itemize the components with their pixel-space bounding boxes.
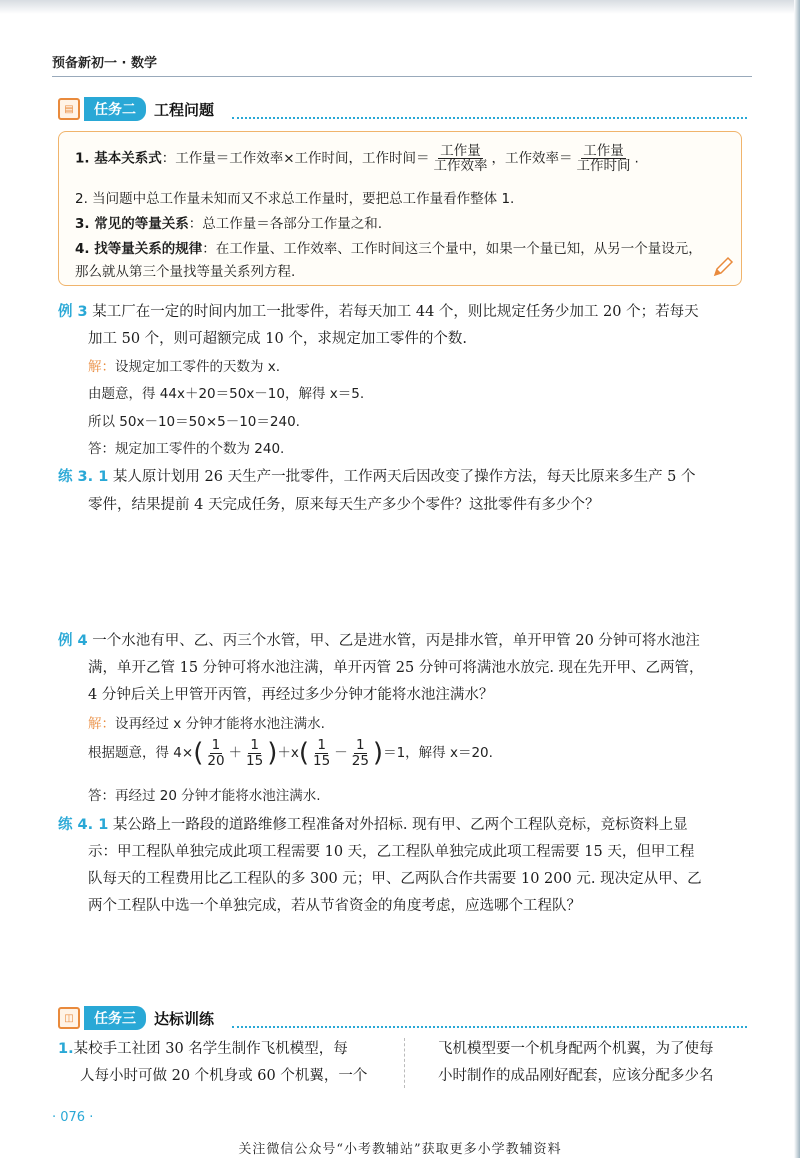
task2-title: 工程问题 xyxy=(154,100,215,119)
example-3-label: 例 3 xyxy=(58,304,88,320)
frac-den: 工作时间 xyxy=(576,158,631,175)
example-4-sol-3: 答：再经过 20 分钟才能将水池注满水. xyxy=(88,788,321,804)
task3-title: 达标训练 xyxy=(154,1009,215,1028)
page-number: · 076 · xyxy=(52,1110,94,1125)
summary-l3-text: ：总工作量＝各部分工作量之和. xyxy=(188,216,383,232)
frac-den: 工作效率 xyxy=(433,158,488,175)
practice-4-1-line-3: 队每天的工程费用比乙工程队的多 300 元；甲、乙两队合作共需要 10 200 元. 现决定从甲、乙 xyxy=(88,871,702,887)
paren-close: ) xyxy=(372,738,384,768)
task3-header xyxy=(58,1005,214,1031)
question-1-left-col xyxy=(58,1036,388,1090)
summary-l1-end: . xyxy=(634,150,639,167)
frac-num: 工作量 xyxy=(440,143,481,159)
summary-l1-bold: 1. 基本关系式 xyxy=(75,150,162,167)
frac-den: 15 xyxy=(246,752,264,769)
example-3-sol-2: 由题意，得 44x＋20＝50x－10，解得 x＝5. xyxy=(88,386,365,402)
practice-3-1-label: 练 3. 1 xyxy=(58,469,109,485)
practice-4-1-line-1 xyxy=(58,813,688,834)
fraction xyxy=(205,738,226,767)
pencil-icon xyxy=(711,255,735,279)
solution-label: 解： xyxy=(88,716,115,732)
frac-num: 1 xyxy=(356,737,365,754)
example-4-label: 例 4 xyxy=(58,633,88,649)
question-1 xyxy=(58,1036,748,1092)
fraction xyxy=(244,738,265,767)
paren-close: ) xyxy=(267,738,278,768)
sol-text: 设再经过 x 分钟才能将水池注满水. xyxy=(115,716,325,732)
example-4-sol-2 xyxy=(88,738,493,768)
summary-line-3 xyxy=(75,212,382,232)
frac-den: 20 xyxy=(207,752,225,769)
solution-label: 解： xyxy=(88,359,115,375)
paren-open: ( xyxy=(193,738,204,768)
header-rule xyxy=(52,76,752,77)
task3-label: 任务三 xyxy=(84,1006,146,1030)
task3-rule xyxy=(232,1026,747,1028)
task2-label: 任务二 xyxy=(84,97,146,121)
example-3-line-2: 加工 50 个，则可超额完成 10 个，求规定加工零件的个数. xyxy=(88,331,467,347)
frac-den: 15 xyxy=(313,752,331,769)
q1-right-line-1: 飞机模型要一个机身配两个机翼，为了使每 xyxy=(438,1041,714,1057)
example-3-sol-4: 答：规定加工零件的个数为 240. xyxy=(88,441,285,457)
example-4-line-2: 满，单开乙管 15 分钟可将水池注满，单开丙管 25 分钟可将满池水放完. 现在先开甲、乙两管， xyxy=(88,660,704,676)
fraction-efficiency xyxy=(575,144,633,173)
frac-den: 25 xyxy=(351,752,369,769)
q1-right-line-2: 小时制作的成品刚好配套，应该分配多少名 xyxy=(438,1068,714,1084)
example-4-line-3: 4 分钟后关上甲管开丙管，再经过多少分钟才能将水池注满水？ xyxy=(88,687,494,703)
top-shade xyxy=(0,0,800,14)
page-edge xyxy=(794,0,800,1158)
page-header: 预备新初一 · 数学 xyxy=(52,56,157,71)
sol-text: 设规定加工零件的天数为 x. xyxy=(115,359,281,375)
eq-part-b: ＋x xyxy=(277,745,299,761)
summary-l4-text: ：在工作量、工作效率、工作时间这三个量中，如果一个量已知，从另一个量设元， xyxy=(202,241,702,257)
practice-4-1-text: 某公路上一路段的道路维修工程准备对外招标. 现有甲、乙两个工程队竞标，竞标资料上显 xyxy=(112,817,688,833)
open-book-icon: ◫ xyxy=(58,1007,80,1029)
example-3-text: 某工厂在一定的时间内加工一批零件，若每天加工 44 个，则比规定任务少加工 20 个；若每天 xyxy=(92,304,699,320)
summary-l4-bold: 4. 找等量关系的规律 xyxy=(75,241,203,257)
q1-left-line-1 xyxy=(58,1036,388,1063)
summary-l1-text: ：工作量＝工作效率×工作时间，工作时间＝ xyxy=(161,150,430,167)
eq-minus: － xyxy=(334,745,348,761)
practice-4-1-line-4: 两个工程队中选一个单独完成，若从节省资金的角度考虑，应选哪个工程队？ xyxy=(88,898,581,914)
practice-4-1-line-2: 示：甲工程队单独完成此项工程需要 10 天，乙工程队单独完成此项工程需要 15 天，但甲工程 xyxy=(88,844,695,860)
task2-header xyxy=(58,96,214,122)
footer-note: 关注微信公众号“小考教辅站”获取更多小学教辅资料 xyxy=(238,1142,562,1157)
practice-3-1-line-2: 零件，结果提前 4 天完成任务，原来每天生产多少个零件？这批零件有多少个？ xyxy=(88,497,600,513)
practice-4-1-label: 练 4. 1 xyxy=(58,817,109,833)
example-3-sol-1 xyxy=(88,355,280,375)
frac-num: 工作量 xyxy=(583,143,624,159)
column-divider xyxy=(404,1038,405,1088)
summary-l3-bold: 3. 常见的等量关系 xyxy=(75,216,189,232)
eq-part-c: ＝1，解得 x＝20. xyxy=(383,745,493,761)
example-4-line-1 xyxy=(58,629,700,650)
frac-num: 1 xyxy=(211,737,221,754)
summary-line-2: 2. 当问题中总工作量未知而又不求总工作量时，要把总工作量看作整体 1. xyxy=(75,191,515,207)
example-4-sol-1 xyxy=(88,712,325,732)
q1-left-text-1: 某校手工社团 30 名学生制作飞机模型，每 xyxy=(73,1041,348,1057)
eq-plus: ＋ xyxy=(228,745,243,761)
example-4-text: 一个水池有甲、乙、丙三个水管，甲、乙是进水管，丙是排水管，单开甲管 20 分钟可将水池注 xyxy=(92,633,700,649)
frac-num: 1 xyxy=(250,737,259,754)
paren-open: ( xyxy=(298,738,310,768)
eq-part-a: 根据题意，得 4× xyxy=(88,745,194,761)
summary-line-1 xyxy=(75,144,639,173)
summary-box xyxy=(58,131,742,286)
example-3-line-1 xyxy=(58,300,699,321)
q1-left-line-2: 人每小时可做 20 个机身或 60 个机翼，一个 xyxy=(80,1068,368,1084)
practice-3-1-line-1 xyxy=(58,465,696,486)
fraction-time xyxy=(432,144,490,173)
book-icon: ▤ xyxy=(58,98,80,120)
question-1-right-col xyxy=(438,1036,758,1090)
example-3-sol-3: 所以 50x－10＝50×5－10＝240. xyxy=(88,414,300,430)
task2-rule xyxy=(232,117,747,119)
question-number: 1. xyxy=(58,1041,74,1057)
summary-line-4 xyxy=(75,237,702,257)
summary-l1-mid: ，工作效率＝ xyxy=(491,150,573,167)
fraction xyxy=(311,738,332,767)
practice-3-1-text: 某人原计划用 26 天生产一批零件，工作两天后因改变了操作方法，每天比原来多生产 5 个 xyxy=(112,469,696,485)
fraction xyxy=(350,738,371,767)
summary-line-5: 那么就从第三个量找等量关系列方程. xyxy=(75,264,296,280)
frac-num: 1 xyxy=(317,737,326,754)
